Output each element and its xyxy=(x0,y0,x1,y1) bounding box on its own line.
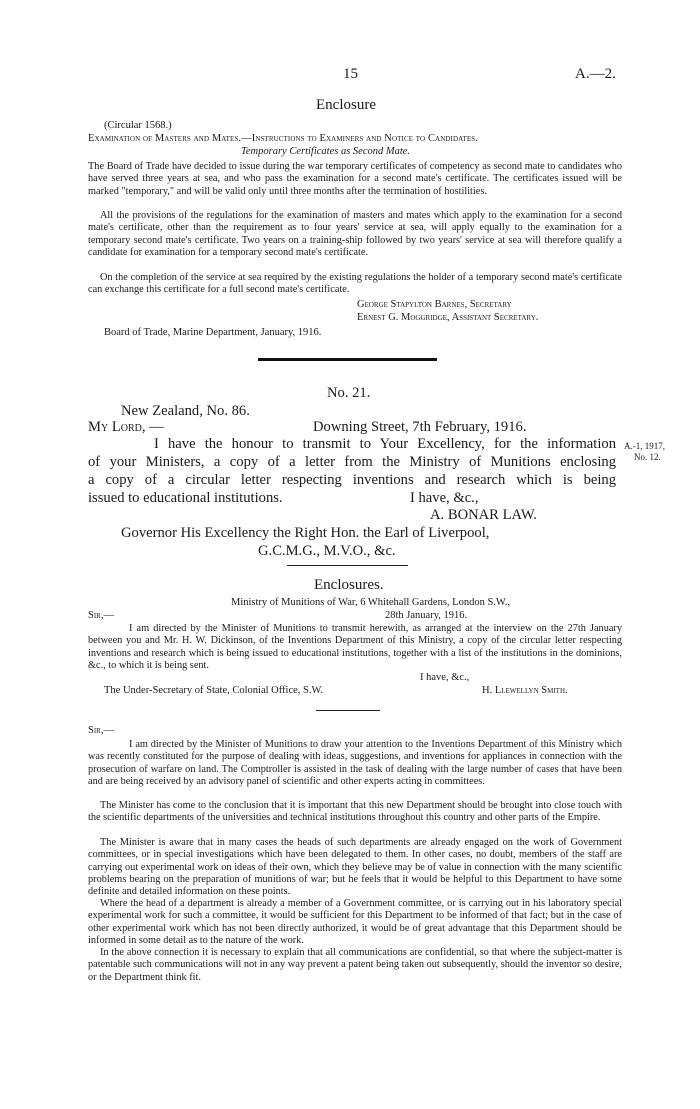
letter-addressee-2: G.C.M.G., M.V.O., &c. xyxy=(258,543,396,559)
signature-assistant-secretary: Ernest G. Moggridge, Assistant Secretary. xyxy=(357,312,539,323)
enclosure-paragraph-2: All the provisions of the regulations for the examination of masters and mates which apply to the examination for a second mate's certificate, other than the requirement as to four years' service at sea, will apply equally to the examination for a temporary second mate's certificate. Two years on a training-ship followed by two years' service at sea will therefore qualify a candidate for examination for a temporary second mate's certificate. xyxy=(88,210,622,258)
signature-secretary: George Stapylton Barnes, Secretary xyxy=(357,299,512,310)
enclosures-addressee: The Under-Secretary of State, Colonial Office, S.W. xyxy=(104,685,324,696)
enclosure-title: Examination of Masters and Mates.—Instructions to Examiners and Notice to Candidates. xyxy=(88,133,478,144)
document-code: A.—2. xyxy=(575,66,616,82)
enclosure-paragraph-3: On the completion of the service at sea required by the existing regulations the holder of a temporary second mate's certificate can exchange this certificate for a full second mate's certificate. xyxy=(88,272,622,296)
letter-reference: New Zealand, No. 86. xyxy=(121,403,250,419)
letter-addressee-1: Governor His Excellency the Right Hon. the Earl of Liverpool, xyxy=(121,525,490,541)
enclosures-body: I am directed by the Minister of Munitions to transmit herewith, as arranged at the interview on the 27th January between you and Mr. H. W. Dickinson, of the Inventions Department of this Ministry, a copy of the circular letter respecting inventions and research which is being issued to educational institutions, together with a list of the institutions in the dominions, &c., to which it is being sent. xyxy=(88,623,622,671)
letter-signature: A. BONAR LAW. xyxy=(430,507,537,523)
section-divider-3 xyxy=(316,710,380,711)
circular-paragraph-3: The Minister is aware that in many cases the heads of such departments are already engaged on the work of Government committees, or in special investigations which have been delegated to them. In other cases, no doubt, members of the staff are carrying out experimental work on ideas of their own, which they believe may be of value in connection with the many scientific problems bearing on the preparation of munitions of war; but he feels that it would be helpful to this Department to have some definite and detailed information on these points. xyxy=(88,837,622,898)
circular-salutation: Sir,— xyxy=(88,725,114,736)
enclosures-heading: Enclosures. xyxy=(314,577,384,593)
enclosure-dateline: Board of Trade, Marine Department, January, 1916. xyxy=(104,327,322,338)
enclosure-subtitle: Temporary Certificates as Second Mate. xyxy=(241,146,411,157)
margin-reference-1: A.-1, 1917, xyxy=(624,441,665,451)
page-number: 15 xyxy=(343,66,358,82)
circular-paragraph-5: In the above connection it is necessary to explain that all communications are confidential, so that where the subject-matter is patentable such communications will not in any way prevent a patent being taken out subsequently, should the inventor so desire, or the Department think fit. xyxy=(88,947,622,983)
section-divider xyxy=(258,358,437,361)
letter-last-line: issued to educational institutions. xyxy=(88,490,283,506)
enclosures-signature: H. Llewellyn Smith. xyxy=(482,685,568,696)
enclosure-heading: Enclosure xyxy=(316,97,376,113)
letter-dateline: Downing Street, 7th February, 1916. xyxy=(313,419,527,435)
enclosures-salutation: Sir,— xyxy=(88,610,114,621)
letter-closing: I have, &c., xyxy=(410,490,479,506)
letter-line-2: of your Ministers, a copy of a letter from the Ministry of Munitions enclosing xyxy=(88,454,616,470)
circular-paragraph-2: The Minister has come to the conclusion that it is important that this new Department should be brought into close touch with the scientific departments of the universities and technical institutions throughout this country and other parts of the Empire. xyxy=(88,800,622,824)
letter-line-3: a copy of a circular letter respecting inventions and research which is being xyxy=(88,472,616,488)
circular-paragraph-4: Where the head of a department is already a member of a Government committee, or is carrying out in his laboratory special experimental work for such a committee, it would be sufficient for this Department to be informed of that fact; but in the case of other experimental work which has not been directly authorized, it would be of great advantage that this Department should be informed in some detail as to the nature of the work. xyxy=(88,898,622,946)
enclosures-date: 28th January, 1916. xyxy=(385,610,468,621)
circular-number: (Circular 1568.) xyxy=(104,120,172,131)
letter-number: No. 21. xyxy=(327,385,371,401)
ministry-address: Ministry of Munitions of War, 6 Whitehall Gardens, London S.W., xyxy=(231,597,511,608)
letter-salutation: My Lord, — xyxy=(88,419,164,435)
section-divider-2 xyxy=(287,565,408,566)
margin-reference-2: No. 12. xyxy=(634,452,661,462)
enclosures-closing: I have, &c., xyxy=(420,672,470,683)
letter-line-1: I have the honour to transmit to Your Excellency, for the information xyxy=(154,436,616,452)
enclosure-paragraph-1: The Board of Trade have decided to issue during the war temporary certificates of competency as second mate to candidates who have served three years at sea, and who pass the examination for a second mate's certificate. The certificates issued will be marked "temporary," and will be valid only until three months after the termination of hostilities. xyxy=(88,161,622,197)
circular-paragraph-1: I am directed by the Minister of Munitions to draw your attention to the Inventions Department of this Ministry which was recently constituted for the purpose of dealing with ideas, suggestions, and inventions for appliances in connection with the prosecution of warfare on land. The Comptroller is assisted in the task of dealing with the large number of cases that have been and are being received by an advisory panel of scientific and other experts acting in committees. xyxy=(88,739,622,787)
